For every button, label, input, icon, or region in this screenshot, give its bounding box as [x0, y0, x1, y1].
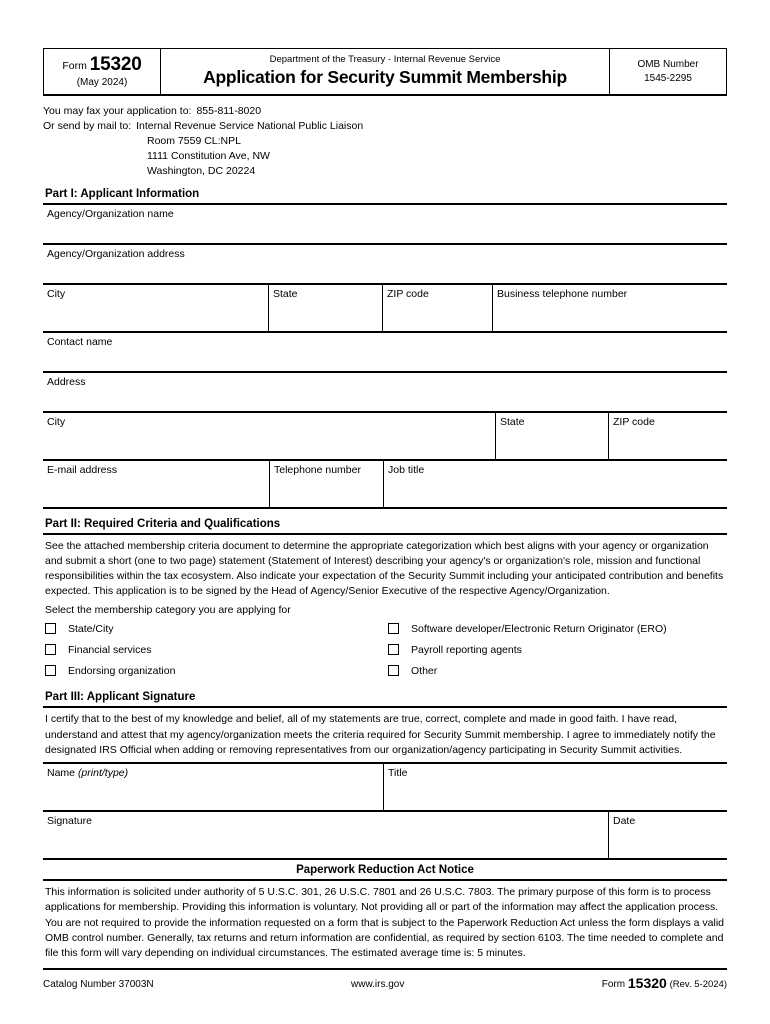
part2-heading: Part II: Required Criteria and Qualifications: [43, 518, 727, 535]
email-label: E-mail address: [47, 463, 118, 476]
checkbox-row-endorsing-organization[interactable]: [43, 660, 385, 681]
omb-label: OMB Number: [637, 59, 699, 70]
email-field[interactable]: [43, 461, 269, 507]
date-field[interactable]: [608, 812, 727, 858]
contact-name-row: [43, 333, 727, 373]
title-label: Title: [388, 767, 408, 780]
checkbox-label: Endorsing organization: [68, 664, 176, 677]
contact-address-field[interactable]: [43, 373, 727, 411]
contact-email-phone-title-row: [43, 461, 727, 509]
checkbox-icon[interactable]: [388, 665, 399, 676]
checkbox-icon[interactable]: [388, 623, 399, 634]
contact-zip-field[interactable]: [608, 413, 727, 459]
form-date: (May 2024): [76, 76, 128, 88]
fax-row: [43, 104, 727, 119]
form-title-box: [161, 49, 610, 94]
part3-heading: Part III: Applicant Signature: [43, 691, 727, 708]
mail-line-4: Washington, DC 20224: [147, 164, 256, 177]
date-label: Date: [613, 815, 636, 828]
contact-state-field[interactable]: [495, 413, 608, 459]
job-title-field[interactable]: [383, 461, 727, 507]
org-city-state-zip-row: [43, 285, 727, 333]
checkbox-row-other[interactable]: [386, 660, 727, 681]
name-label-hint: (print/type): [77, 767, 129, 780]
job-title-label: Job title: [388, 463, 425, 476]
fax-label: You may fax your application to:: [43, 105, 192, 117]
page-title: Application for Security Summit Membership: [203, 66, 567, 87]
paperwork-notice-body: This information is solicited under authority of 5 U.S.C. 301, 26 U.S.C. 7801 and 26 U.S.C. 7803. The primary purpose of this form is to process applications for membership. Providing this information is voluntary. Not providing all or part of the information may affect the application process. You are not required to provide the information requested on a form that is subject to the Paperwork Reduction Act unless the form displays a valid OMB control number. Generally, tax returns and return information are confidential, as required by section 6103. The time needed to complete and file this form will vary depending on individual circumstances. The estimated average time is: 5 minutes.: [45, 886, 724, 959]
org-name-label: Agency/Organization name: [47, 207, 174, 220]
form-header: [43, 48, 727, 96]
signature-label: Signature: [47, 815, 92, 828]
org-zip-label: ZIP code: [387, 287, 429, 300]
org-zip-field[interactable]: [382, 285, 492, 331]
checkbox-row-state-city[interactable]: [43, 618, 385, 639]
form-body: [43, 48, 727, 991]
form-number: 15320: [89, 53, 142, 75]
org-city-field[interactable]: [43, 285, 268, 331]
mail-line-1: Internal Revenue Service National Public Liaison: [136, 119, 364, 132]
omb-number: 1545-2295: [644, 72, 692, 84]
org-address-row: [43, 245, 727, 285]
footer-form-number: 15320: [627, 975, 667, 992]
telephone-field[interactable]: [269, 461, 383, 507]
org-address-field[interactable]: [43, 245, 727, 283]
checkbox-label: Payroll reporting agents: [411, 643, 522, 656]
footer-form-identifier: [602, 975, 727, 991]
form-number-box: [44, 49, 161, 94]
signature-field[interactable]: [43, 812, 608, 858]
catalog-number: Catalog Number 37003N: [43, 979, 154, 991]
contact-name-label: Contact name: [47, 335, 113, 348]
title-field[interactable]: [383, 764, 727, 810]
paperwork-notice-title: Paperwork Reduction Act Notice: [43, 860, 727, 881]
certification-statement: I certify that to the best of my knowledge and belief, all of my statements are true, correct, complete and made in good faith. I have read, understand and attest that my agency/organization meets the criteria required for Security Summit membership. I agree to immediately notify the designated IRS Official when adding or removing representatives from our organization/agency participating in Security Summit activities.: [43, 708, 727, 764]
contact-address-row: [43, 373, 727, 413]
contact-city-label: City: [47, 415, 66, 428]
contact-city-field[interactable]: [43, 413, 495, 459]
signature-date-row: [43, 812, 727, 860]
mail-row: [43, 119, 727, 134]
fax-number: 855-811-8020: [196, 105, 262, 117]
checkbox-icon[interactable]: [45, 665, 56, 676]
checkbox-label: Other: [411, 664, 438, 677]
checkbox-icon[interactable]: [388, 644, 399, 655]
name-title-row: [43, 764, 727, 812]
part1-heading: Part I: Applicant Information: [43, 188, 727, 205]
org-business-phone-field[interactable]: [492, 285, 727, 331]
org-name-field[interactable]: [43, 205, 727, 243]
footer-revision: (Rev. 5-2024): [669, 979, 727, 991]
form-footer: [43, 968, 727, 991]
checkbox-label: State/City: [68, 622, 114, 635]
form-word: Form: [62, 59, 87, 72]
submission-instructions: [43, 104, 727, 179]
checkbox-row-software-developer-ero[interactable]: [386, 618, 727, 639]
category-column-left: [43, 618, 385, 681]
org-state-field[interactable]: [268, 285, 382, 331]
mail-line-2: Room 7559 CL:NPL: [147, 134, 241, 147]
contact-zip-label: ZIP code: [613, 415, 655, 428]
contact-city-state-zip-row: [43, 413, 727, 461]
form-number-line: [62, 55, 141, 74]
part2-body: See the attached membership criteria document to determine the appropriate categorization which best aligns with your agency or organization and submit a short (one to two page) statement (Statement of Interest) describing your agency's or organization's role, mission and functional responsibilities within the tax ecosystem. Also indicate your expectation of the Security Summit including your anticipated contribution and benefits expected. This application is to be signed by the Head of Agency/Senior Executive of the respective Agency/Organization.: [45, 539, 724, 598]
org-name-row: [43, 205, 727, 245]
irs-url[interactable]: www.irs.gov: [351, 979, 405, 991]
org-state-label: State: [273, 287, 298, 300]
checkbox-row-financial-services[interactable]: [43, 639, 385, 660]
category-checkbox-grid: [43, 618, 727, 684]
omb-box: [610, 49, 726, 94]
footer-form-word: Form: [601, 979, 626, 991]
checkbox-label: Software developer/Electronic Return Originator (ERO): [411, 622, 667, 635]
checkbox-row-payroll-reporting-agents[interactable]: [386, 639, 727, 660]
category-prompt: Select the membership category you are applying for: [45, 604, 291, 617]
mail-label: Or send by mail to:: [43, 119, 132, 132]
checkbox-label: Financial services: [68, 643, 152, 656]
org-business-phone-label: Business telephone number: [497, 287, 628, 300]
name-label: Name: [47, 767, 76, 780]
agency-line: Department of the Treasury - Internal Revenue Service: [269, 54, 501, 66]
checkbox-icon[interactable]: [45, 644, 56, 655]
org-city-label: City: [47, 287, 66, 300]
name-field[interactable]: [43, 764, 383, 810]
checkbox-icon[interactable]: [45, 623, 56, 634]
org-address-label: Agency/Organization address: [47, 247, 185, 260]
contact-name-field[interactable]: [43, 333, 727, 371]
telephone-label: Telephone number: [274, 463, 361, 476]
contact-state-label: State: [500, 415, 525, 428]
contact-address-label: Address: [47, 375, 86, 388]
category-column-right: [385, 618, 727, 681]
mail-line-3: 1111 Constitution Ave, NW: [147, 149, 270, 162]
